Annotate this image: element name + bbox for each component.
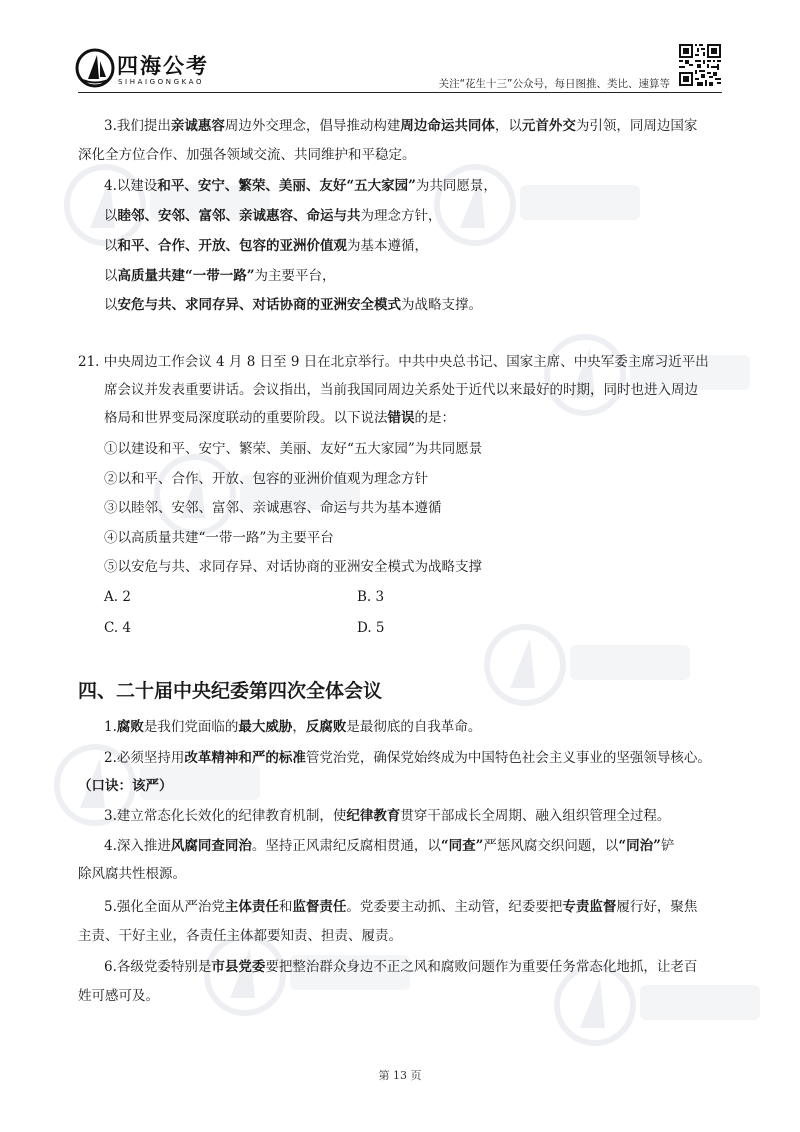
section4-paragraph-4: 4.深入推进风腐同查同治。坚持正风肃纪反腐相贯通，以“同查”严惩风腐交织问题，以“同治”铲 xyxy=(104,838,675,854)
question-stem-line-2: 席会议并发表重要讲话。会议指出，当前我国同周边关系处于近代以来最好的时期，同时也进入周边 xyxy=(104,382,698,398)
watermark-logo xyxy=(480,620,710,710)
section4-paragraph-5-cont: 主责、干好主业，各责任主体都要知责、担责、履责。 xyxy=(78,928,402,944)
section4-paragraph-2: 2.必须坚持用改革精神和严的标准管党治党，确保党始终成为中国特色社会主义事业的坚强领导核心。 xyxy=(104,750,711,766)
section4-paragraph-6: 6.各级党委特别是市县党委要把整治群众身边不正之风和腐败问题作为重要任务常态化地抓，让老百 xyxy=(104,959,698,975)
paragraph-4-line-2: 以睦邻、安邻、富邻、亲诚惠容、命运与共为理念方针， xyxy=(104,208,442,224)
question-item: ①以建设和平、安宁、繁荣、美丽、友好“五大家园”为共同愿景 xyxy=(104,441,483,457)
watermark-logo xyxy=(430,160,660,250)
brand-pinyin: SIHAIGONGKAO xyxy=(118,78,205,86)
page-header xyxy=(0,0,800,112)
paragraph-4-line-5: 以安危与共、求同存异、对话协商的亚洲安全模式为战略支撑。 xyxy=(104,297,482,313)
section4-paragraph-3: 3.建立常态化长效化的纪律教育机制，使纪律教育贯穿干部成长全周期、融入组织管理全过程。 xyxy=(104,808,671,824)
watermark-logo xyxy=(150,450,380,540)
section4-paragraph-1: 1.腐败是我们党面临的最大威胁，反腐败是最彻底的自我革命。 xyxy=(104,719,482,735)
paragraph-4-line-4: 以高质量共建“一带一路”为主要平台， xyxy=(104,268,336,284)
option-b: B. 3 xyxy=(357,589,385,605)
brand-name: 四海公考 xyxy=(117,54,209,78)
paragraph-3-cont: 深化全方位合作、加强各领域交流、共同维护和平稳定。 xyxy=(78,147,416,163)
watermark-logo xyxy=(540,330,770,420)
question-item: ③以睦邻、安邻、富邻、亲诚惠容、命运与共为基本遵循 xyxy=(104,500,442,516)
option-a: A. 2 xyxy=(104,589,131,605)
option-c: C. 4 xyxy=(104,620,132,636)
sailboat-logo-icon xyxy=(75,48,115,88)
follow-notice: 关注“花生十三”公众号，每日图推、类比、速算等 xyxy=(438,78,670,90)
brand-logo xyxy=(75,48,245,98)
paragraph-3: 3.我们提出亲诚惠容周边外交理念，倡导推动构建周边命运共同体，以元首外交为引领，同周边国家 xyxy=(104,118,698,134)
question-item: ④以高质量共建“一带一路”为主要平台 xyxy=(104,530,334,546)
section4-paragraph-6-cont: 姓可感可及。 xyxy=(78,988,159,1004)
section4-paragraph-4-cont: 除风腐共性根源。 xyxy=(78,866,186,882)
question-item: ⑤以安危与共、求同存异、对话协商的亚洲安全模式为战略支撑 xyxy=(104,559,482,575)
question-stem-line-1: 21. 中央周边工作会议 4 月 8 日至 9 日在北京举行。中共中央总书记、国家主席、中央军委主席习近平出 xyxy=(78,354,709,370)
mnemonic: （口诀：该严） xyxy=(78,778,173,794)
header-rule xyxy=(78,92,722,93)
section4-paragraph-5: 5.强化全面从严治党主体责任和监督责任。党委要主动抓、主动管，纪委要把专责监督履行好，聚焦 xyxy=(104,899,698,915)
question-stem-line-3: 格局和世界变局深度联动的重要阶段。以下说法错误的是： xyxy=(104,410,455,426)
section-title: 四、二十届中央纪委第四次全体会议 xyxy=(78,680,383,702)
option-d: D. 5 xyxy=(357,620,385,636)
page-number: 第 13 页 xyxy=(378,1069,422,1082)
qr-code-icon xyxy=(679,44,721,86)
paragraph-4-line-3: 以和平、合作、开放、包容的亚洲价值观为基本遵循， xyxy=(104,238,428,254)
question-item: ②以和平、合作、开放、包容的亚洲价值观为理念方针 xyxy=(104,471,428,487)
paragraph-4: 4.以建设和平、安宁、繁荣、美丽、友好“五大家园”为共同愿景， xyxy=(104,178,497,194)
